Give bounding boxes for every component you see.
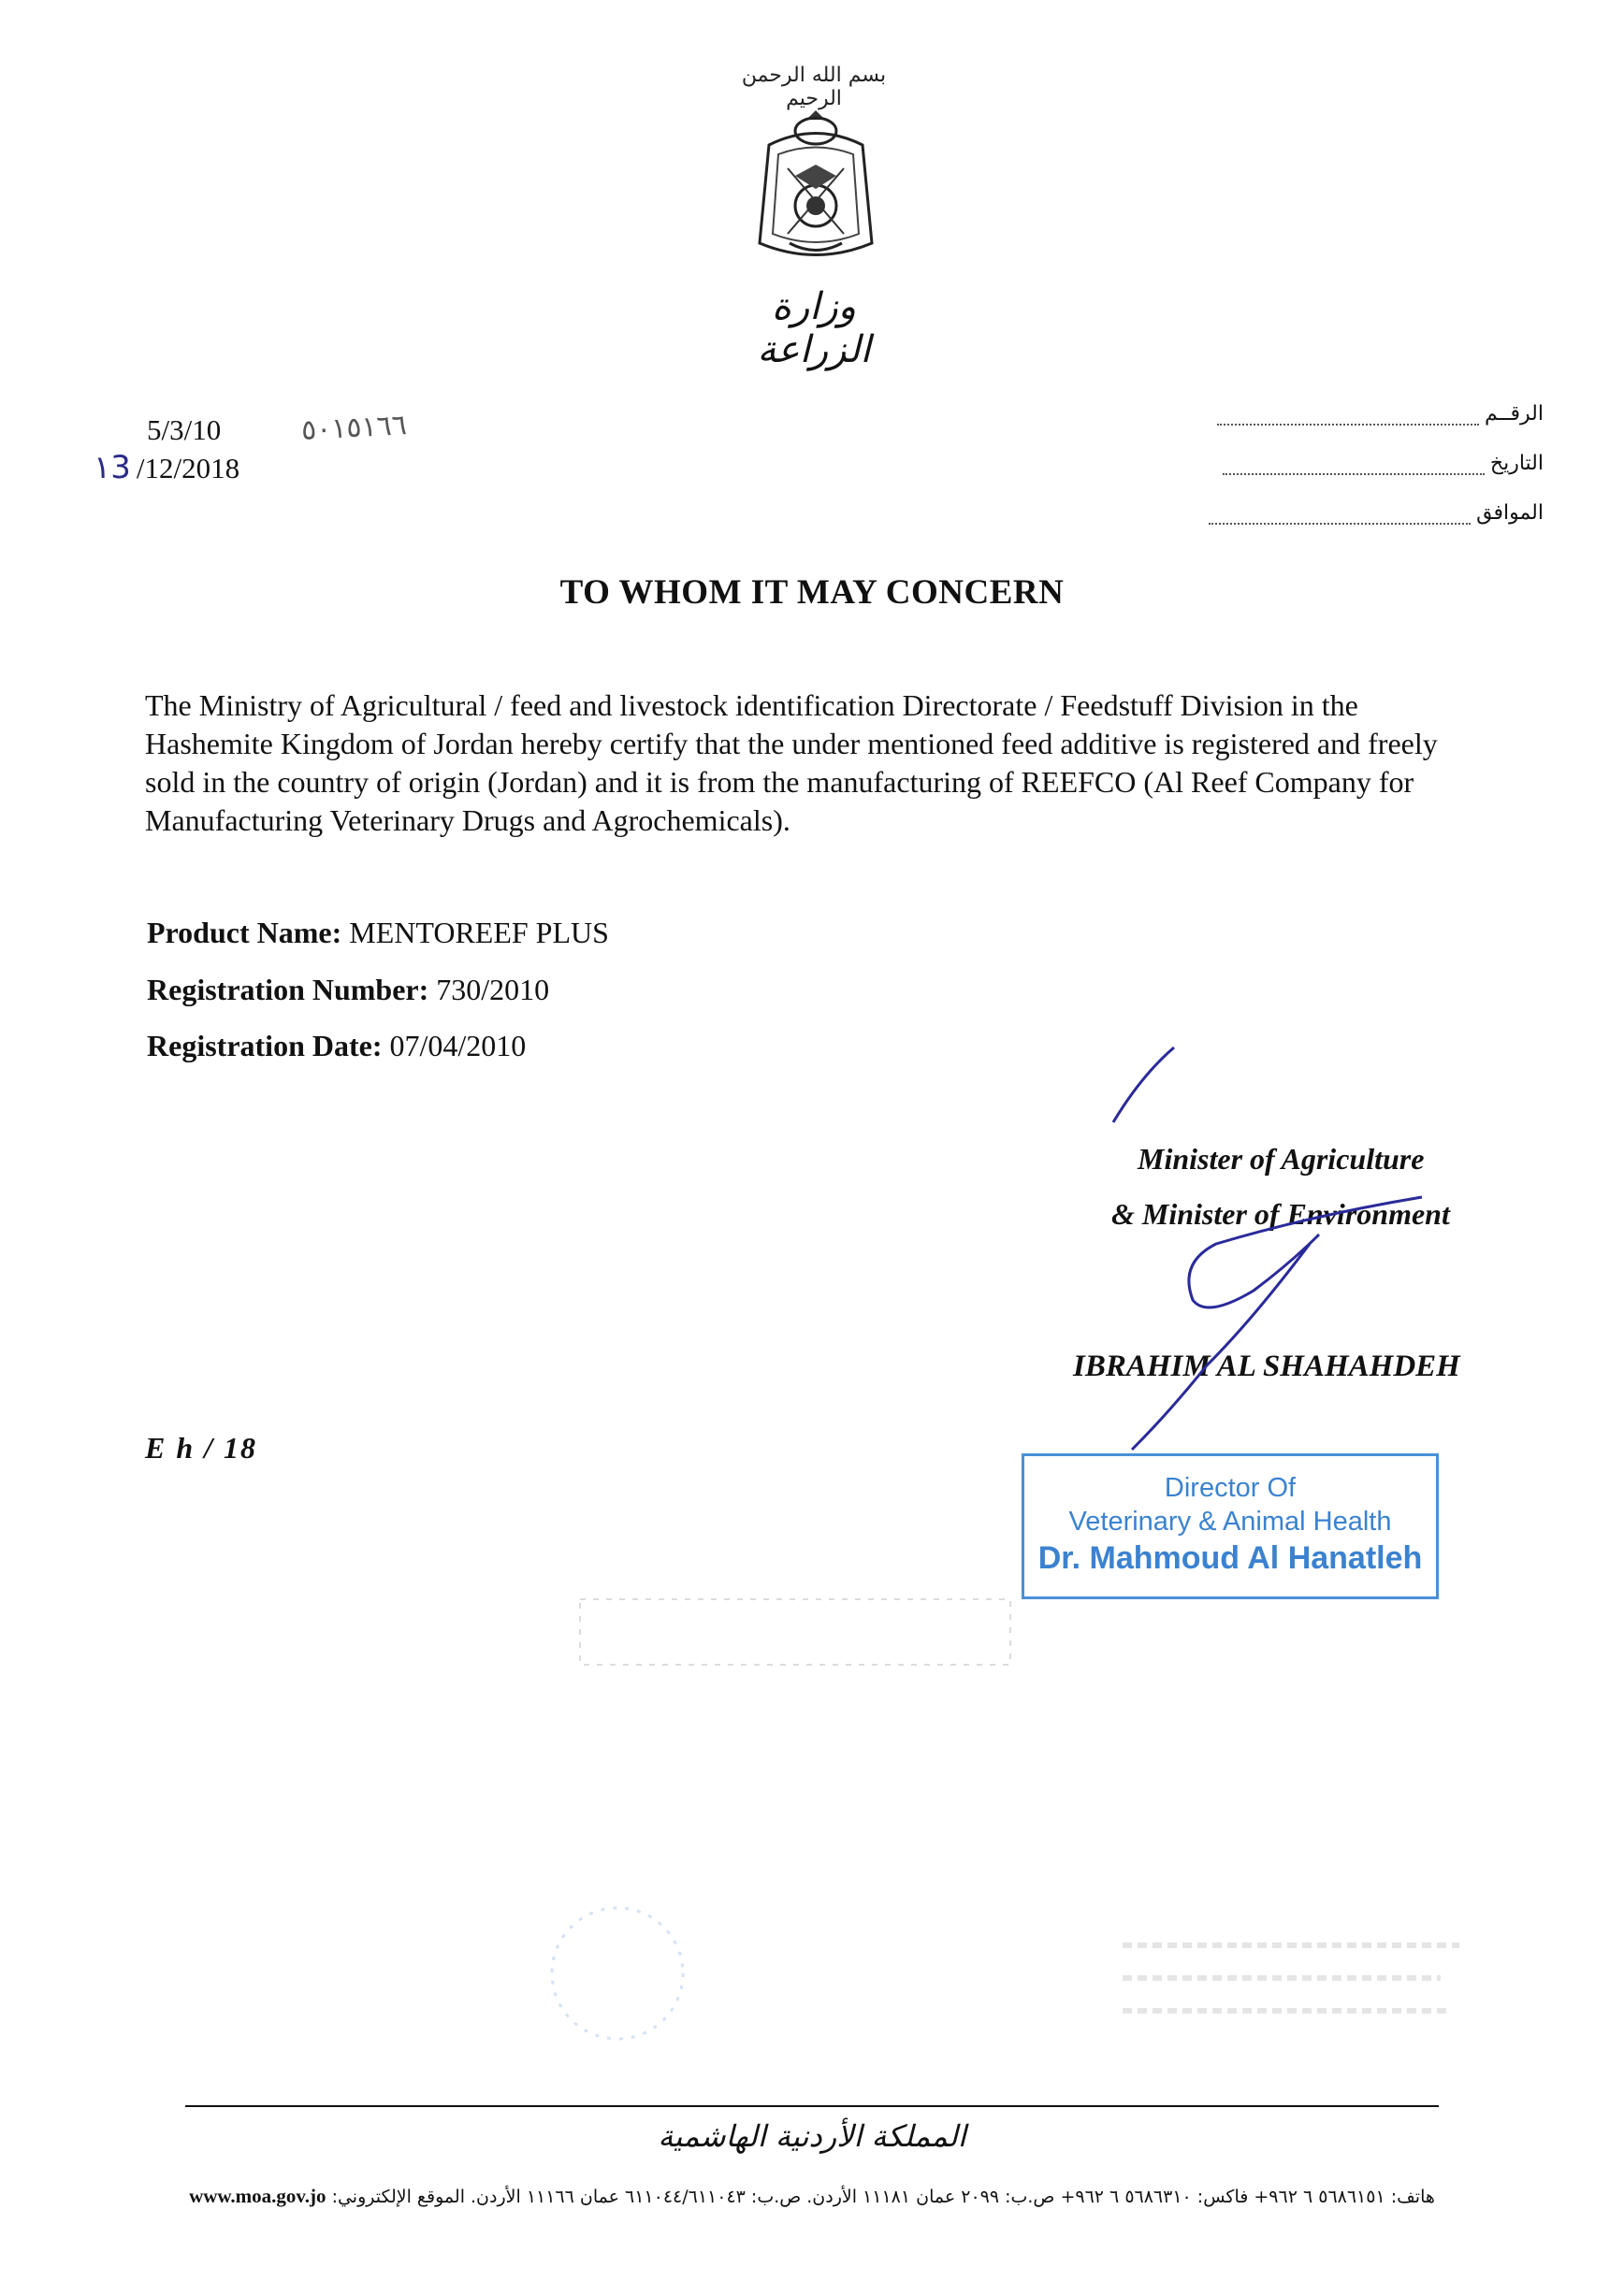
ministry-arabic-logo-text: وزارة الزراعة xyxy=(757,285,871,371)
reference-date xyxy=(94,449,239,486)
reference-number: 5/3/10 xyxy=(147,413,222,446)
arabic-number-label: الرقــم xyxy=(1484,402,1544,426)
arabic-date-field xyxy=(1223,452,1544,475)
faded-seal-mark xyxy=(524,1870,711,2095)
registration-number-label: Registration Number: xyxy=(147,973,429,1006)
registration-date-row xyxy=(147,1029,526,1063)
registration-date-label: Registration Date: xyxy=(147,1029,383,1062)
stamp-line1: Director Of xyxy=(1164,1473,1297,1503)
footer-contact-arabic: هاتف: ٥٦٨٦١٥١ ٦ ٩٦٢+ فاكس: ٥٦٨٦٣١٠ ٦ ٩٦٢+ ص.ب: ٢٠٩٩ عمان ١١١٨١ الأردن. ص.ب: ٦١١٠٤٤/٦١١٠٤٣ عمان ١١١٦٦ الأردن. الموقع الإلكتروني: xyxy=(331,2187,1435,2207)
product-name-label: Product Name: xyxy=(147,916,342,949)
registration-number-row xyxy=(147,973,549,1007)
footer-kingdom-text: المملكة الأردنية الهاشمية xyxy=(658,2118,966,2154)
faded-text-mark xyxy=(1104,1908,1478,2039)
dotted-line xyxy=(1209,510,1471,525)
stamp-line2: Veterinary & Animal Health xyxy=(1068,1507,1392,1537)
jordan-coat-of-arms-icon xyxy=(741,103,891,271)
bismillah-text: بسم الله الرحمن الرحيم xyxy=(741,64,887,110)
dotted-line xyxy=(1223,460,1485,475)
arabic-number-field xyxy=(1217,402,1544,426)
footer-contact xyxy=(185,2185,1439,2208)
reference-date-text: /12/2018 xyxy=(136,452,240,484)
arabic-corresponding-label: الموافق xyxy=(1476,501,1544,525)
certification-paragraph: The Ministry of Agricultural / feed and livestock identification Directorate / Feedstuff Division in the Hashemite Kingdom of Jordan hereby certify that the under mentioned feed additive is registered and freely sold in the country of origin (Jordan) and it is from the manufacturing of REEFCO (Al Reef Company for Manufacturing Veterinary Drugs and Agrochemicals). xyxy=(145,688,1438,837)
faded-stamp-mark xyxy=(561,1581,1029,1683)
director-stamp xyxy=(1022,1453,1439,1599)
product-name-row xyxy=(147,916,609,950)
registration-number-value: 730/2010 xyxy=(436,973,550,1006)
footer-website-link[interactable]: www.moa.gov.jo xyxy=(189,2185,326,2207)
dotted-line xyxy=(1217,411,1479,426)
signatory-title-line1: Minister of Agriculture xyxy=(1138,1142,1425,1176)
stamp-line3: Dr. Mahmoud Al Hanatleh xyxy=(1037,1540,1423,1576)
signatory-title-line2: & Minister of Environment xyxy=(1111,1197,1450,1231)
page-title: TO WHOM IT MAY CONCERN xyxy=(559,573,1065,612)
arabic-date-label: التاريخ xyxy=(1489,452,1544,475)
product-name-value: MENTOREEF PLUS xyxy=(349,916,609,949)
footer-divider xyxy=(185,2105,1439,2107)
handwritten-signature xyxy=(1076,1038,1478,1468)
signatory-name: IBRAHIM AL SHAHAHDEH xyxy=(1073,1350,1460,1383)
registration-date-value: 07/04/2010 xyxy=(389,1029,527,1062)
handwritten-arabic-number: ٥٠١٥١٦٦ xyxy=(300,409,408,447)
initials-reference: E h / 18 xyxy=(145,1431,258,1465)
reference-day-handwritten: ١3 xyxy=(94,449,131,486)
arabic-corresponding-field xyxy=(1209,501,1544,525)
